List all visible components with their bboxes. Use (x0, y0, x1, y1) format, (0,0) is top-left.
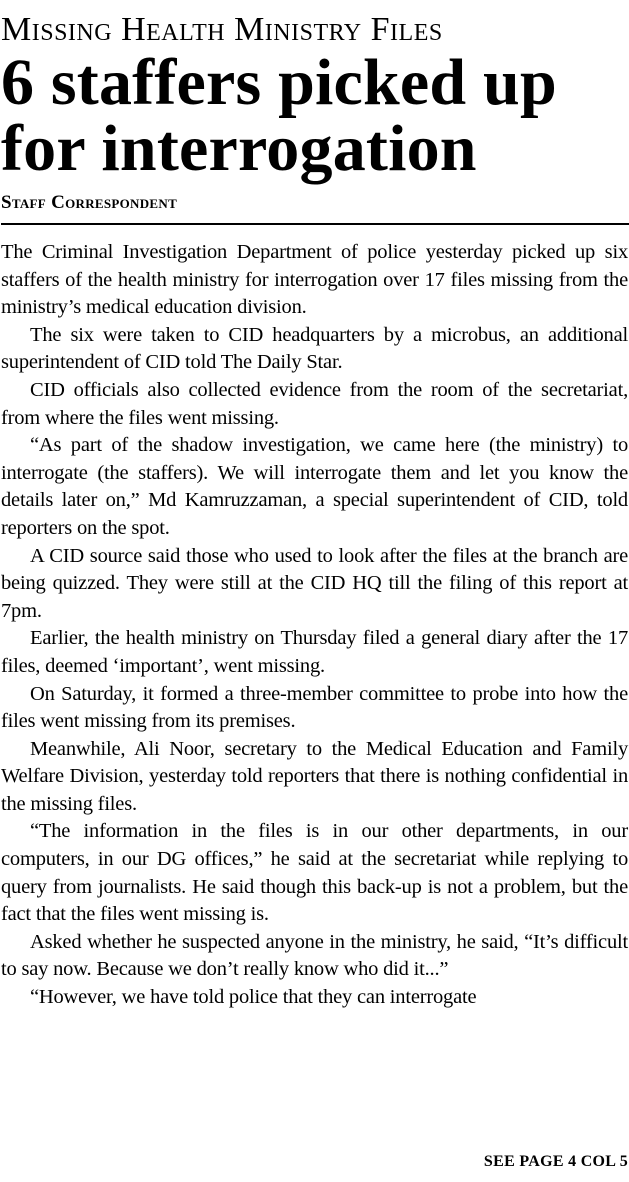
article-headline (1, 46, 628, 185)
paragraph-5: A CID source said those who used to look after the files at the branch are being quizzed. They were still at the CID HQ till the filing of this report at 7pm. (1, 544, 628, 622)
paragraph-7: On Saturday, it formed a three-member committee to probe into how the files went missing from its premises. (1, 682, 628, 733)
paragraph-1: The Criminal Investigation Department of police yesterday picked up six staffers of the health ministry for interrogation over 17 files missing from the ministry’s medical education division. (1, 241, 628, 319)
headline-divider (1, 223, 629, 225)
paragraph-8: Meanwhile, Ali Noor, secretary to the Medical Education and Family Welfare Division, yesterday told reporters that there is nothing confidential in the missing files. (1, 737, 628, 815)
paragraph-2: The six were taken to CID headquarters by a microbus, an additional superintendent of CID told The Daily Star. (1, 323, 628, 374)
paragraph-10: Asked whether he suspected anyone in the ministry, he said, “It’s difficult to say now. Because we don’t really know who did it...” (1, 930, 628, 981)
paragraph-4: “As part of the shadow investigation, we came here (the ministry) to interrogate (the staffers). We will interrogate them and let you know the details later on,” Md Kamruzzaman, a special superintendent of CID, told reporters on the spot. (1, 434, 628, 539)
headline-line-1: 6 staffers picked up (1, 46, 557, 119)
continued-jump-line: SEE PAGE 4 COL 5 (483, 1153, 628, 1170)
paragraph-11: “However, we have told police that they can interrogate (30, 986, 477, 1009)
headline-line-2: for interrogation (1, 112, 477, 185)
article-kicker: Missing Health Ministry Files (1, 11, 443, 48)
paragraph-6: Earlier, the health ministry on Thursday filed a general diary after the 17 files, deemed ‘important’, went missing. (1, 627, 628, 677)
paragraph-3: CID officials also collected evidence from the room of the secretariat, from where the files went missing. (1, 378, 628, 429)
paragraph-9: “The information in the files is in our other departments, in our computers, in our DG offices,” he said at the secretariat while replying to query from journalists. He said though this back-up is not a problem, but the fact that the files went missing is. (1, 820, 628, 926)
article-byline: Staff Correspondent (1, 192, 178, 213)
article-body (1, 239, 628, 1012)
